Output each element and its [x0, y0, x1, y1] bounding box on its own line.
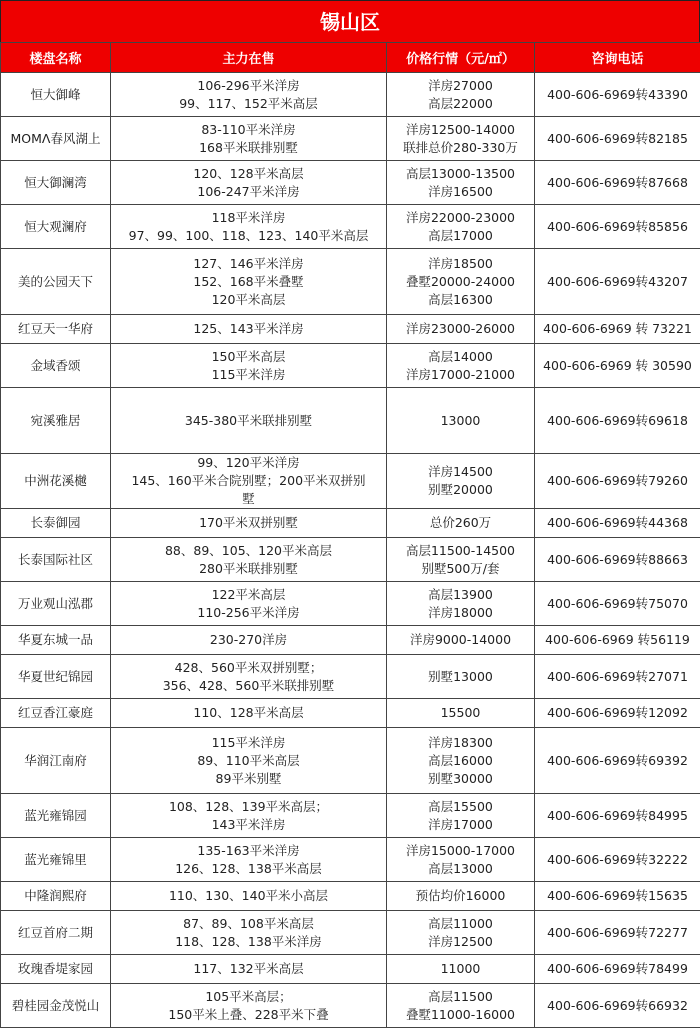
- supply-line: 88、89、105、120平米高层: [113, 542, 384, 560]
- listing-phone: 400-606-6969转27071: [535, 655, 700, 699]
- listing-supply: [111, 626, 387, 655]
- listing-name: 万业观山泓郡: [1, 582, 111, 626]
- supply-line: 墅: [113, 490, 384, 508]
- listing-name: 蓝光雍锦里: [1, 838, 111, 882]
- listing-supply: [111, 538, 387, 582]
- listing-price: [387, 838, 535, 882]
- listing-name: 宛溪雅居: [1, 388, 111, 454]
- listing-supply: [111, 205, 387, 249]
- listing-supply: [111, 728, 387, 794]
- price-line: 洋房18000: [389, 604, 532, 622]
- listing-name: 中隆润熙府: [1, 882, 111, 911]
- listing-name: 玫瑰香堤家园: [1, 955, 111, 984]
- table-row: [1, 538, 700, 582]
- listing-price: [387, 509, 535, 538]
- price-line: 高层11500-14500: [389, 542, 532, 560]
- supply-line: 126、128、138平米高层: [113, 860, 384, 878]
- price-line: 叠墅20000-24000: [389, 273, 532, 291]
- table-row: [1, 205, 700, 249]
- price-line: 高层15500: [389, 798, 532, 816]
- price-line: 洋房9000-14000: [389, 631, 532, 649]
- price-line: 洋房23000-26000: [389, 320, 532, 338]
- listing-supply: [111, 699, 387, 728]
- supply-line: 89平米别墅: [113, 770, 384, 788]
- listing-supply: [111, 794, 387, 838]
- listing-name: MOMΛ春风湖上: [1, 117, 111, 161]
- price-line: 洋房14500: [389, 463, 532, 481]
- supply-line: 97、99、100、118、123、140平米高层: [113, 227, 384, 245]
- supply-line: 99、120平米洋房: [113, 454, 384, 472]
- price-line: 高层22000: [389, 95, 532, 113]
- price-line: 高层11000: [389, 915, 532, 933]
- price-line: 洋房16500: [389, 183, 532, 201]
- price-line: 高层17000: [389, 227, 532, 245]
- listing-name: 红豆天一华府: [1, 315, 111, 344]
- listing-price: [387, 344, 535, 388]
- supply-line: 87、89、108平米高层: [113, 915, 384, 933]
- price-line: 高层16300: [389, 291, 532, 309]
- listing-price: [387, 117, 535, 161]
- listing-name: 美的公园天下: [1, 249, 111, 315]
- supply-line: 118平米洋房: [113, 209, 384, 227]
- table-row: [1, 249, 700, 315]
- table-row: [1, 838, 700, 882]
- table-row: [1, 388, 700, 454]
- listing-supply: [111, 882, 387, 911]
- supply-line: 106-247平米洋房: [113, 183, 384, 201]
- listing-supply: [111, 161, 387, 205]
- price-line: 洋房27000: [389, 77, 532, 95]
- price-line: 高层13900: [389, 586, 532, 604]
- listing-name: 蓝光雍锦园: [1, 794, 111, 838]
- listing-phone: 400-606-6969转75070: [535, 582, 700, 626]
- listing-price: [387, 984, 535, 1028]
- supply-line: 108、128、139平米高层；: [113, 798, 384, 816]
- price-line: 高层14000: [389, 348, 532, 366]
- listing-price: [387, 454, 535, 509]
- listing-name: 华夏世纪锦园: [1, 655, 111, 699]
- listing-name: 碧桂园金茂悦山: [1, 984, 111, 1028]
- listing-price: [387, 699, 535, 728]
- supply-line: 105平米高层；: [113, 988, 384, 1006]
- supply-line: 152、168平米叠墅: [113, 273, 384, 291]
- table-row: [1, 454, 700, 509]
- supply-line: 115平米洋房: [113, 366, 384, 384]
- listing-phone: 400-606-6969转88663: [535, 538, 700, 582]
- listing-phone: 400-606-6969转69618: [535, 388, 700, 454]
- listing-supply: [111, 454, 387, 509]
- table-row: [1, 955, 700, 984]
- table-row: [1, 728, 700, 794]
- listing-supply: [111, 73, 387, 117]
- listing-supply: [111, 117, 387, 161]
- price-line: 高层13000-13500: [389, 165, 532, 183]
- supply-line: 135-163平米洋房: [113, 842, 384, 860]
- supply-line: 117、132平米高层: [113, 960, 384, 978]
- table-row: [1, 882, 700, 911]
- table-row: [1, 582, 700, 626]
- listing-phone: 400-606-6969 转 73221: [535, 315, 700, 344]
- price-line: 13000: [389, 412, 532, 430]
- supply-line: 143平米洋房: [113, 816, 384, 834]
- listing-supply: [111, 838, 387, 882]
- price-line: 别墅500万/套: [389, 560, 532, 578]
- listing-phone: 400-606-6969转84995: [535, 794, 700, 838]
- listing-name: 恒大观澜府: [1, 205, 111, 249]
- table-row: [1, 73, 700, 117]
- listing-price: [387, 73, 535, 117]
- supply-line: 122平米高层: [113, 586, 384, 604]
- listing-price: [387, 882, 535, 911]
- table-row: [1, 655, 700, 699]
- listing-name: 长泰御园: [1, 509, 111, 538]
- price-line: 洋房17000-21000: [389, 366, 532, 384]
- supply-line: 230-270洋房: [113, 631, 384, 649]
- price-line: 别墅30000: [389, 770, 532, 788]
- price-line: 洋房12500: [389, 933, 532, 951]
- listing-price: [387, 249, 535, 315]
- listing-phone: 400-606-6969转82185: [535, 117, 700, 161]
- listing-phone: 400-606-6969转69392: [535, 728, 700, 794]
- listing-phone: 400-606-6969转72277: [535, 911, 700, 955]
- listing-phone: 400-606-6969转32222: [535, 838, 700, 882]
- table-row: [1, 626, 700, 655]
- price-line: 别墅20000: [389, 481, 532, 499]
- table-row: [1, 794, 700, 838]
- table-row: [1, 911, 700, 955]
- supply-line: 106-296平米洋房: [113, 77, 384, 95]
- price-line: 15500: [389, 704, 532, 722]
- listing-name: 长泰国际社区: [1, 538, 111, 582]
- supply-line: 127、146平米洋房: [113, 255, 384, 273]
- price-line: 联排总价280-330万: [389, 139, 532, 157]
- table-body: [1, 73, 700, 1028]
- listing-supply: [111, 315, 387, 344]
- price-line: 洋房15000-17000: [389, 842, 532, 860]
- listing-price: [387, 911, 535, 955]
- listing-name: 红豆香江豪庭: [1, 699, 111, 728]
- header-phone: 咨询电话: [535, 43, 700, 73]
- supply-line: 145、160平米合院别墅；200平米双拼别: [113, 472, 384, 490]
- listing-supply: [111, 249, 387, 315]
- listing-supply: [111, 388, 387, 454]
- supply-line: 99、117、152平米高层: [113, 95, 384, 113]
- supply-line: 150平米上叠、228平米下叠: [113, 1006, 384, 1024]
- price-line: 总价260万: [389, 514, 532, 532]
- listing-supply: [111, 344, 387, 388]
- supply-line: 83-110平米洋房: [113, 121, 384, 139]
- table-row: [1, 344, 700, 388]
- listing-name: 恒大御峰: [1, 73, 111, 117]
- supply-line: 115平米洋房: [113, 734, 384, 752]
- listing-phone: 400-606-6969 转 30590: [535, 344, 700, 388]
- price-line: 洋房17000: [389, 816, 532, 834]
- price-line: 高层16000: [389, 752, 532, 770]
- price-line: 高层13000: [389, 860, 532, 878]
- listing-name: 中洲花溪樾: [1, 454, 111, 509]
- table-row: [1, 161, 700, 205]
- listing-supply: [111, 582, 387, 626]
- price-line: 高层11500: [389, 988, 532, 1006]
- listing-table: [0, 42, 700, 1028]
- header-price: 价格行情（元/㎡）: [387, 43, 535, 73]
- supply-line: 89、110平米高层: [113, 752, 384, 770]
- listing-phone: 400-606-6969转43390: [535, 73, 700, 117]
- supply-line: 428、560平米双拼别墅；: [113, 659, 384, 677]
- listing-name: 红豆首府二期: [1, 911, 111, 955]
- supply-line: 356、428、560平米联排别墅: [113, 677, 384, 695]
- listing-phone: 400-606-6969转44368: [535, 509, 700, 538]
- listing-price: [387, 161, 535, 205]
- header-supply: 主力在售: [111, 43, 387, 73]
- listing-phone: 400-606-6969转12092: [535, 699, 700, 728]
- supply-line: 170平米双拼别墅: [113, 514, 384, 532]
- supply-line: 345-380平米联排别墅: [113, 412, 384, 430]
- listing-price: [387, 955, 535, 984]
- listing-phone: 400-606-6969转78499: [535, 955, 700, 984]
- listing-price: [387, 655, 535, 699]
- supply-line: 125、143平米洋房: [113, 320, 384, 338]
- price-line: 洋房18300: [389, 734, 532, 752]
- price-line: 别墅13000: [389, 668, 532, 686]
- table-row: [1, 117, 700, 161]
- supply-line: 110-256平米洋房: [113, 604, 384, 622]
- supply-line: 120平米高层: [113, 291, 384, 309]
- listing-price: [387, 728, 535, 794]
- supply-line: 120、128平米高层: [113, 165, 384, 183]
- price-line: 11000: [389, 960, 532, 978]
- listing-price: [387, 205, 535, 249]
- price-line: 预估均价16000: [389, 887, 532, 905]
- listing-phone: 400-606-6969转85856: [535, 205, 700, 249]
- listing-supply: [111, 984, 387, 1028]
- listing-phone: 400-606-6969 转56119: [535, 626, 700, 655]
- listing-price: [387, 626, 535, 655]
- listing-supply: [111, 955, 387, 984]
- listing-price: [387, 582, 535, 626]
- listing-price: [387, 538, 535, 582]
- price-line: 叠墅11000-16000: [389, 1006, 532, 1024]
- district-title: 锡山区: [0, 0, 700, 42]
- listing-price: [387, 315, 535, 344]
- listing-phone: 400-606-6969转15635: [535, 882, 700, 911]
- price-line: 洋房22000-23000: [389, 209, 532, 227]
- table-row: [1, 509, 700, 538]
- listing-phone: 400-606-6969转43207: [535, 249, 700, 315]
- listing-name: 华润江南府: [1, 728, 111, 794]
- table-row: [1, 315, 700, 344]
- header-name: 楼盘名称: [1, 43, 111, 73]
- supply-line: 110、130、140平米小高层: [113, 887, 384, 905]
- table-row: [1, 984, 700, 1028]
- supply-line: 110、128平米高层: [113, 704, 384, 722]
- listing-phone: 400-606-6969转66932: [535, 984, 700, 1028]
- supply-line: 150平米高层: [113, 348, 384, 366]
- listing-name: 金域香颂: [1, 344, 111, 388]
- supply-line: 118、128、138平米洋房: [113, 933, 384, 951]
- header-row: [1, 43, 700, 73]
- price-line: 洋房12500-14000: [389, 121, 532, 139]
- listing-price: [387, 388, 535, 454]
- supply-line: 280平米联排别墅: [113, 560, 384, 578]
- listing-supply: [111, 655, 387, 699]
- listing-phone: 400-606-6969转79260: [535, 454, 700, 509]
- price-line: 洋房18500: [389, 255, 532, 273]
- listing-name: 华夏东城一品: [1, 626, 111, 655]
- table-row: [1, 699, 700, 728]
- supply-line: 168平米联排别墅: [113, 139, 384, 157]
- listing-supply: [111, 509, 387, 538]
- listing-supply: [111, 911, 387, 955]
- listing-price: [387, 794, 535, 838]
- listing-phone: 400-606-6969转87668: [535, 161, 700, 205]
- listing-name: 恒大御澜湾: [1, 161, 111, 205]
